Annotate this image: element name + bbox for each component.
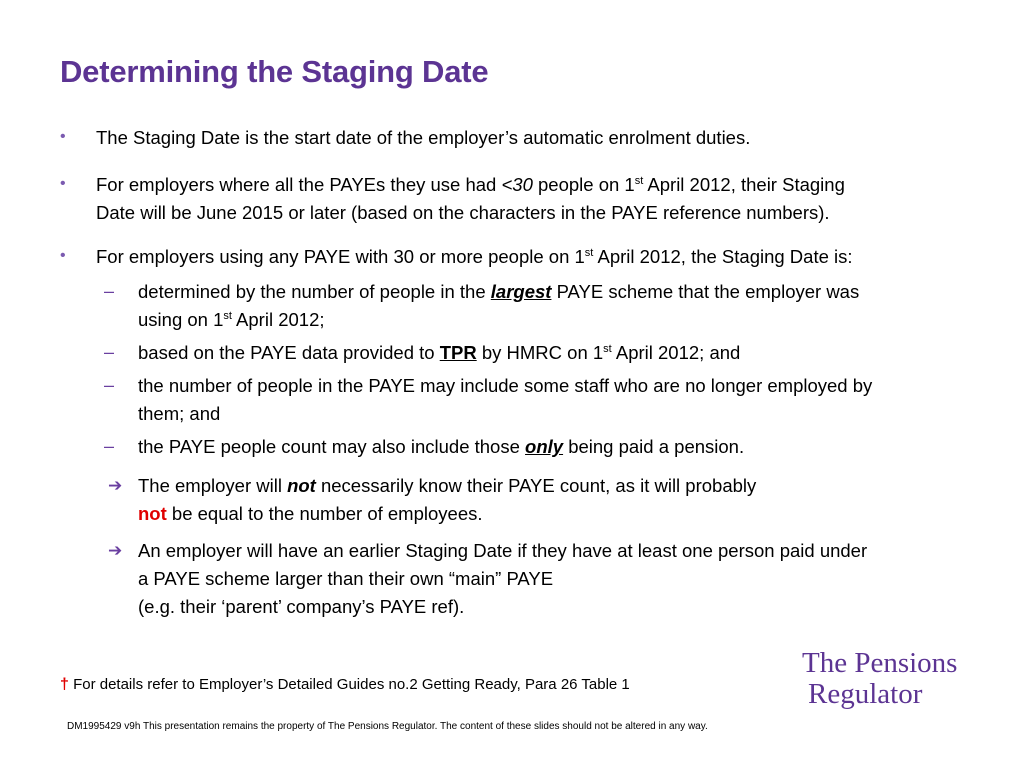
arrow-2-line-2: a PAYE scheme larger than their own “main” PAYE	[138, 568, 554, 589]
sub-1-line-1: determined by the number of people in the largest PAYE scheme that the employer was	[138, 281, 860, 302]
arrow-right-icon: ➔	[108, 541, 123, 560]
bullet-3-text: For employers using any PAYE with 30 or more people on 1st April 2012, the Staging Date is:	[96, 246, 853, 267]
dagger-symbol: †	[60, 676, 69, 693]
dash-icon: –	[104, 375, 115, 395]
bullet-2-line-2: Date will be June 2015 or later (based on the characters in the PAYE reference numbers).	[96, 202, 830, 223]
arrow-2-line-3: (e.g. their ‘parent’ company’s PAYE ref).	[138, 596, 465, 617]
sub-4-text: the PAYE people count may also include those only being paid a pension.	[138, 436, 745, 457]
arrow-1-line-2: not be equal to the number of employees.	[138, 503, 483, 524]
footnote-text: For details refer to Employer’s Detailed Guides no.2 Getting Ready, Para 26 Table 1	[68, 676, 630, 693]
bullet-1-text: The Staging Date is the start date of the employer’s automatic enrolment duties.	[96, 127, 751, 148]
dash-icon: –	[104, 342, 115, 362]
arrow-2-line-1: An employer will have an earlier Staging Date if they have at least one person paid under	[138, 540, 868, 561]
bullet-icon: •	[60, 175, 66, 192]
arrow-1-line-1: The employer will not necessarily know their PAYE count, as it will probably	[138, 475, 757, 496]
legal-notice: DM1995429 v9h This presentation remains the property of The Pensions Regulator. The content of these slides should not be altered in any way.	[67, 721, 708, 732]
logo-line-2: Regulator	[808, 678, 923, 710]
sub-1-line-2: using on 1st April 2012;	[138, 309, 325, 330]
footnote	[60, 676, 630, 694]
dash-icon: –	[104, 281, 115, 301]
logo-line-1: The Pensions	[802, 647, 958, 679]
pensions-regulator-logo	[802, 648, 957, 710]
sub-3-line-1: the number of people in the PAYE may include some staff who are no longer employed by	[138, 375, 873, 396]
dash-icon: –	[104, 436, 115, 456]
sub-2-text: based on the PAYE data provided to TPR by HMRC on 1st April 2012; and	[138, 342, 741, 363]
arrow-right-icon: ➔	[108, 476, 123, 495]
bullet-icon: •	[60, 247, 66, 264]
page-title: Determining the Staging Date	[60, 54, 489, 89]
bullet-2-line-1: For employers where all the PAYEs they use had <30 people on 1st April 2012, their Staging	[96, 174, 845, 195]
bullet-icon: •	[60, 128, 66, 145]
sub-3-line-2: them; and	[138, 403, 221, 424]
